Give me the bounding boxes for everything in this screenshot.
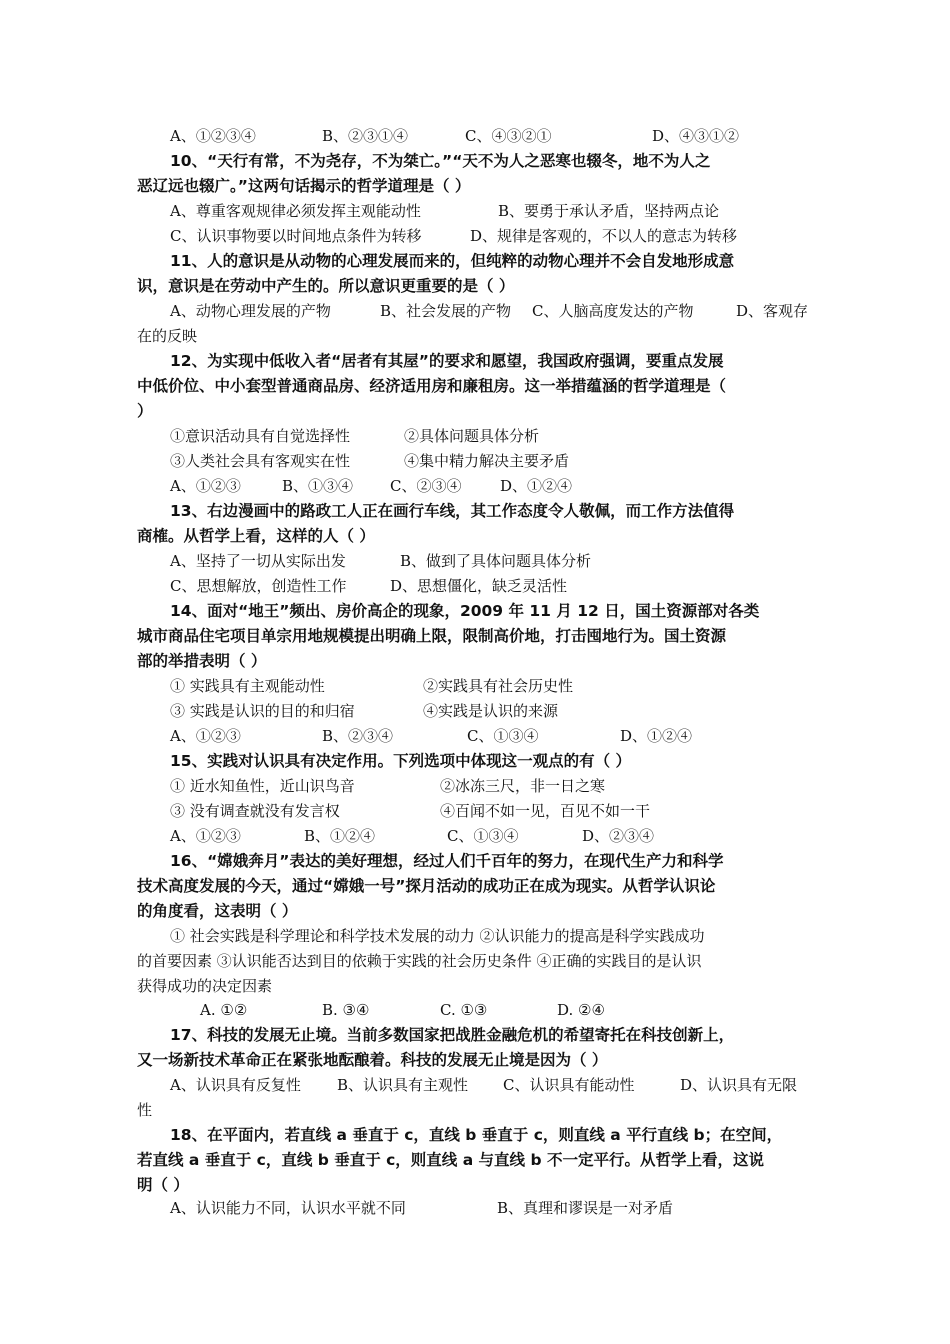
q13-stem-line-1: 13、右边漫画中的路政工人正在画行车线，其工作态度令人敬佩，而工作方法值得	[170, 502, 735, 520]
q14-item-1: ① 实践具有主观能动性	[170, 677, 325, 695]
q10-option-b: B、要勇于承认矛盾，坚持两点论	[498, 202, 720, 220]
q16-stem-line-2: 技术高度发展的今天，通过“嫦娥一号”探月活动的成功正在成为现实。从哲学认识论	[137, 877, 716, 895]
q9-option-d: D、④③①②	[652, 127, 740, 145]
q14-stem-line-3: 部的举措表明（ ）	[137, 652, 267, 670]
q15-stem-line-1: 15、实践对认识具有决定作用。下列选项中体现这一观点的有（ ）	[170, 752, 631, 770]
q12-stem-line-2: 中低价位、中小套型普通商品房、经济适用房和廉租房。这一举措蕴涵的哲学道理是（	[137, 377, 727, 395]
q17-option-d: D、认识具有无限	[680, 1076, 798, 1094]
q14-item-4: ④实践是认识的来源	[423, 702, 559, 720]
q14-option-a: A、①②③	[170, 727, 241, 745]
q12-item-1: ①意识活动具有自觉选择性	[170, 427, 351, 445]
q14-option-d: D、①②④	[620, 727, 693, 745]
q13-stem-line-2: 商榷。从哲学上看，这样的人（ ）	[137, 527, 375, 545]
q14-stem-line-1: 14、面对“地王”频出、房价高企的现象，2009 年 11 月 12 日，国土资源部对各类	[170, 602, 760, 620]
q16-items-line-3: 获得成功的决定因素	[137, 977, 273, 995]
q17-stem-line-2: 又一场新技术革命正在紧张地酝酿着。科技的发展无止境是因为（ ）	[137, 1051, 608, 1069]
q15-item-3: ③ 没有调查就没有发言权	[170, 802, 340, 820]
q15-option-b: B、①②④	[304, 827, 376, 845]
q16-stem-line-3: 的角度看，这表明（ ）	[137, 902, 298, 920]
q15-option-c: C、①③④	[447, 827, 519, 845]
q13-option-d: D、思想僵化，缺乏灵活性	[390, 577, 568, 595]
q10-option-c: C、认识事物要以时间地点条件为转移	[170, 227, 422, 245]
q9-option-c: C、④③②①	[465, 127, 552, 145]
q16-stem-line-1: 16、“嫦娥奔月”表达的美好理想，经过人们千百年的努力，在现代生产力和科学	[170, 852, 724, 870]
q16-items-line-1: ① 社会实践是科学理论和科学技术发展的动力 ②认识能力的提高是科学实践成功	[170, 927, 705, 945]
q10-option-d: D、规律是客观的，不以人的意志为转移	[470, 227, 738, 245]
q11-option-c: C、人脑高度发达的产物	[532, 302, 694, 320]
q15-option-d: D、②③④	[582, 827, 655, 845]
q18-stem-line-3: 明（ ）	[137, 1176, 189, 1194]
q13-option-b: B、做到了具体问题具体分析	[400, 552, 592, 570]
q16-option-d: D. ②④	[557, 1001, 605, 1019]
q14-item-3: ③ 实践是认识的目的和归宿	[170, 702, 355, 720]
q9-option-a: A、①②③④	[170, 127, 256, 145]
q11-option-d-wrap: 在的反映	[137, 327, 198, 345]
q14-item-2: ②实践具有社会历史性	[423, 677, 574, 695]
q18-stem-line-2: 若直线 a 垂直于 c，直线 b 垂直于 c，则直线 a 与直线 b 不一定平行。从哲学上看，这说	[137, 1151, 764, 1169]
q12-item-2: ②具体问题具体分析	[404, 427, 540, 445]
q12-stem-line-3: ）	[137, 402, 153, 420]
q17-option-d-wrap: 性	[137, 1101, 153, 1119]
q15-item-1: ① 近水知鱼性，近山识鸟音	[170, 777, 355, 795]
q11-option-b: B、社会发展的产物	[380, 302, 512, 320]
q10-stem-line-2: 恶辽远也辍广。”这两句话揭示的哲学道理是（ ）	[137, 177, 471, 195]
q15-option-a: A、①②③	[170, 827, 241, 845]
q12-option-b: B、①③④	[282, 477, 354, 495]
q16-option-c: C. ①③	[440, 1001, 488, 1019]
q14-stem-line-2: 城市商品住宅项目单宗用地规模提出明确上限，限制高价地，打击囤地行为。国土资源	[137, 627, 727, 645]
q16-option-a: A. ①②	[200, 1001, 248, 1019]
q13-option-c: C、思想解放，创造性工作	[170, 577, 347, 595]
q15-item-4: ④百闻不如一见，百见不如一干	[440, 802, 651, 820]
q15-item-2: ②冰冻三尺，非一日之寒	[440, 777, 606, 795]
q11-option-d: D、客观存	[736, 302, 809, 320]
q13-option-a: A、坚持了一切从实际出发	[170, 552, 346, 570]
q12-option-c: C、②③④	[390, 477, 462, 495]
q12-option-a: A、①②③	[170, 477, 241, 495]
q12-stem-line-1: 12、为实现中低收入者“居者有其屋”的要求和愿望，我国政府强调，要重点发展	[170, 352, 724, 370]
q16-option-b: B. ③④	[322, 1001, 370, 1019]
q18-option-b: B、真理和谬误是一对矛盾	[497, 1199, 674, 1217]
q11-stem-line-2: 识，意识是在劳动中产生的。所以意识更重要的是（ ）	[137, 277, 515, 295]
q11-option-a: A、动物心理发展的产物	[170, 302, 331, 320]
q12-item-4: ④集中精力解决主要矛盾	[404, 452, 570, 470]
q18-stem-line-1: 18、在平面内，若直线 a 垂直于 c，直线 b 垂直于 c，则直线 a 平行直线 b；在空间，	[170, 1126, 783, 1144]
q10-option-a: A、尊重客观规律必须发挥主观能动性	[170, 202, 421, 220]
q16-items-line-2: 的首要因素 ③认识能否达到目的依赖于实践的社会历史条件 ④正确的实践目的是认识	[137, 952, 702, 970]
q17-option-a: A、认识具有反复性	[170, 1076, 301, 1094]
q18-option-a: A、认识能力不同，认识水平就不同	[170, 1199, 406, 1217]
q10-stem-line-1: 10、“天行有常，不为尧存，不为桀亡。”“天不为人之恶寒也辍冬，地不为人之	[170, 152, 711, 170]
q12-option-d: D、①②④	[500, 477, 573, 495]
q14-option-b: B、②③④	[322, 727, 394, 745]
q14-option-c: C、①③④	[467, 727, 539, 745]
q17-option-b: B、认识具有主观性	[337, 1076, 469, 1094]
q11-stem-line-1: 11、人的意识是从动物的心理发展而来的，但纯粹的动物心理并不会自发地形成意	[170, 252, 735, 270]
q17-stem-line-1: 17、科技的发展无止境。当前多数国家把战胜金融危机的希望寄托在科技创新上，	[170, 1026, 735, 1044]
q17-option-c: C、认识具有能动性	[503, 1076, 635, 1094]
q12-item-3: ③人类社会具有客观实在性	[170, 452, 351, 470]
q9-option-b: B、②③①④	[322, 127, 409, 145]
